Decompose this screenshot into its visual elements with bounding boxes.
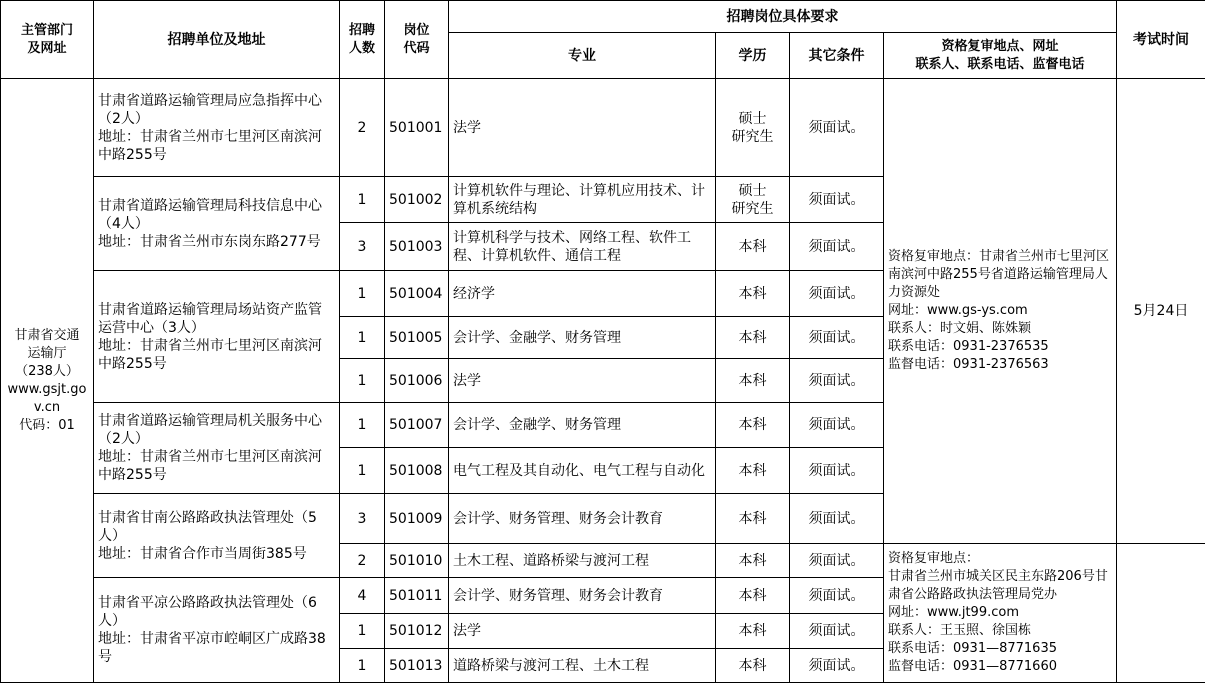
other-cell: 须面试。	[790, 271, 884, 317]
education-cell: 本科	[716, 317, 790, 359]
header-code: 岗位 代码	[385, 1, 449, 79]
code-cell: 501008	[385, 448, 449, 494]
count-cell: 1	[340, 614, 385, 649]
count-cell: 2	[340, 79, 385, 177]
other-cell: 须面试。	[790, 448, 884, 494]
other-cell: 须面试。	[790, 649, 884, 683]
other-cell: 须面试。	[790, 359, 884, 403]
count-cell: 1	[340, 448, 385, 494]
header-major: 专业	[449, 33, 716, 79]
other-cell: 须面试。	[790, 177, 884, 223]
header-other: 其它条件	[790, 33, 884, 79]
education-cell: 本科	[716, 271, 790, 317]
header-count: 招聘 人数	[340, 1, 385, 79]
major-cell: 计算机软件与理论、计算机应用技术、计算机系统结构	[449, 177, 716, 223]
code-cell: 501012	[385, 614, 449, 649]
unit-cell: 甘肃省道路运输管理局科技信息中心（4人） 地址：甘肃省兰州市东岗东路277号	[94, 177, 340, 271]
major-cell: 法学	[449, 79, 716, 177]
major-cell: 计算机科学与技术、网络工程、软件工程、计算机软件、通信工程	[449, 223, 716, 271]
other-cell: 须面试。	[790, 403, 884, 448]
education-cell: 本科	[716, 448, 790, 494]
code-cell: 501006	[385, 359, 449, 403]
count-cell: 1	[340, 649, 385, 683]
code-cell: 501013	[385, 649, 449, 683]
other-cell: 须面试。	[790, 614, 884, 649]
count-cell: 4	[340, 578, 385, 614]
exam-time-cell: 5月24日	[1117, 79, 1205, 544]
major-cell: 会计学、财务管理、财务会计教育	[449, 494, 716, 544]
count-cell: 1	[340, 359, 385, 403]
header-department: 主管部门 及网址	[1, 1, 94, 79]
code-cell: 501004	[385, 271, 449, 317]
unit-cell: 甘肃省道路运输管理局场站资产监管运营中心（3人） 地址：甘肃省兰州市七里河区南滨河中路255号	[94, 271, 340, 403]
education-cell: 本科	[716, 403, 790, 448]
other-cell: 须面试。	[790, 79, 884, 177]
major-cell: 会计学、金融学、财务管理	[449, 317, 716, 359]
education-cell: 本科	[716, 578, 790, 614]
education-cell: 本科	[716, 223, 790, 271]
major-cell: 电气工程及其自动化、电气工程与自动化	[449, 448, 716, 494]
count-cell: 3	[340, 494, 385, 544]
major-cell: 法学	[449, 614, 716, 649]
education-cell: 本科	[716, 494, 790, 544]
education-cell: 本科	[716, 544, 790, 578]
other-cell: 须面试。	[790, 223, 884, 271]
count-cell: 2	[340, 544, 385, 578]
major-cell: 道路桥梁与渡河工程、土木工程	[449, 649, 716, 683]
department-cell: 甘肃省交通 运输厅 （238人） www.gsjt.gov.cn 代码：01	[1, 79, 94, 683]
other-cell: 须面试。	[790, 494, 884, 544]
header-exam-time: 考试时间	[1117, 1, 1205, 79]
other-cell: 须面试。	[790, 317, 884, 359]
verify-info-cell: 资格复审地点：甘肃省兰州市七里河区南滨河中路255号省道路运输管理局人力资源处 网址：www.gs-ys.com 联系人：时文娟、陈姝颖 联系电话：0931-2376535 监督电话：0931-2376563	[884, 79, 1117, 544]
header-unit: 招聘单位及地址	[94, 1, 340, 79]
major-cell: 经济学	[449, 271, 716, 317]
unit-cell: 甘肃省甘南公路路政执法管理处（5人） 地址：甘肃省合作市当周街385号	[94, 494, 340, 578]
count-cell: 1	[340, 177, 385, 223]
count-cell: 1	[340, 271, 385, 317]
code-cell: 501009	[385, 494, 449, 544]
count-cell: 1	[340, 403, 385, 448]
count-cell: 3	[340, 223, 385, 271]
header-row-top	[1, 1, 1205, 33]
code-cell: 501007	[385, 403, 449, 448]
table-row	[1, 79, 1205, 177]
education-cell: 本科	[716, 649, 790, 683]
code-cell: 501005	[385, 317, 449, 359]
education-cell: 硕士 研究生	[716, 79, 790, 177]
code-cell: 501010	[385, 544, 449, 578]
code-cell: 501001	[385, 79, 449, 177]
code-cell: 501002	[385, 177, 449, 223]
major-cell: 会计学、财务管理、财务会计教育	[449, 578, 716, 614]
header-education: 学历	[716, 33, 790, 79]
unit-cell: 甘肃省道路运输管理局机关服务中心（2人） 地址：甘肃省兰州市七里河区南滨河中路255号	[94, 403, 340, 494]
header-requirements: 招聘岗位具体要求	[449, 1, 1117, 33]
major-cell: 法学	[449, 359, 716, 403]
exam-time-cell	[1117, 544, 1205, 683]
header-verify: 资格复审地点、网址 联系人、联系电话、监督电话	[884, 33, 1117, 79]
education-cell: 本科	[716, 614, 790, 649]
code-cell: 501003	[385, 223, 449, 271]
education-cell: 本科	[716, 359, 790, 403]
unit-cell: 甘肃省平凉公路路政执法管理处（6人） 地址：甘肃省平凉市崆峒区广成路38号	[94, 578, 340, 683]
unit-cell: 甘肃省道路运输管理局应急指挥中心（2人） 地址：甘肃省兰州市七里河区南滨河中路255号	[94, 79, 340, 177]
major-cell: 土木工程、道路桥梁与渡河工程	[449, 544, 716, 578]
education-cell: 硕士 研究生	[716, 177, 790, 223]
other-cell: 须面试。	[790, 578, 884, 614]
verify-info-cell: 资格复审地点： 甘肃省兰州市城关区民主东路206号甘肃省公路路政执法管理局党办 网址：www.jt99.com 联系人：王玉照、徐国栋 联系电话：0931—8771635 监督电话：0931—8771660	[884, 544, 1117, 683]
major-cell: 会计学、金融学、财务管理	[449, 403, 716, 448]
count-cell: 1	[340, 317, 385, 359]
other-cell: 须面试。	[790, 544, 884, 578]
code-cell: 501011	[385, 578, 449, 614]
